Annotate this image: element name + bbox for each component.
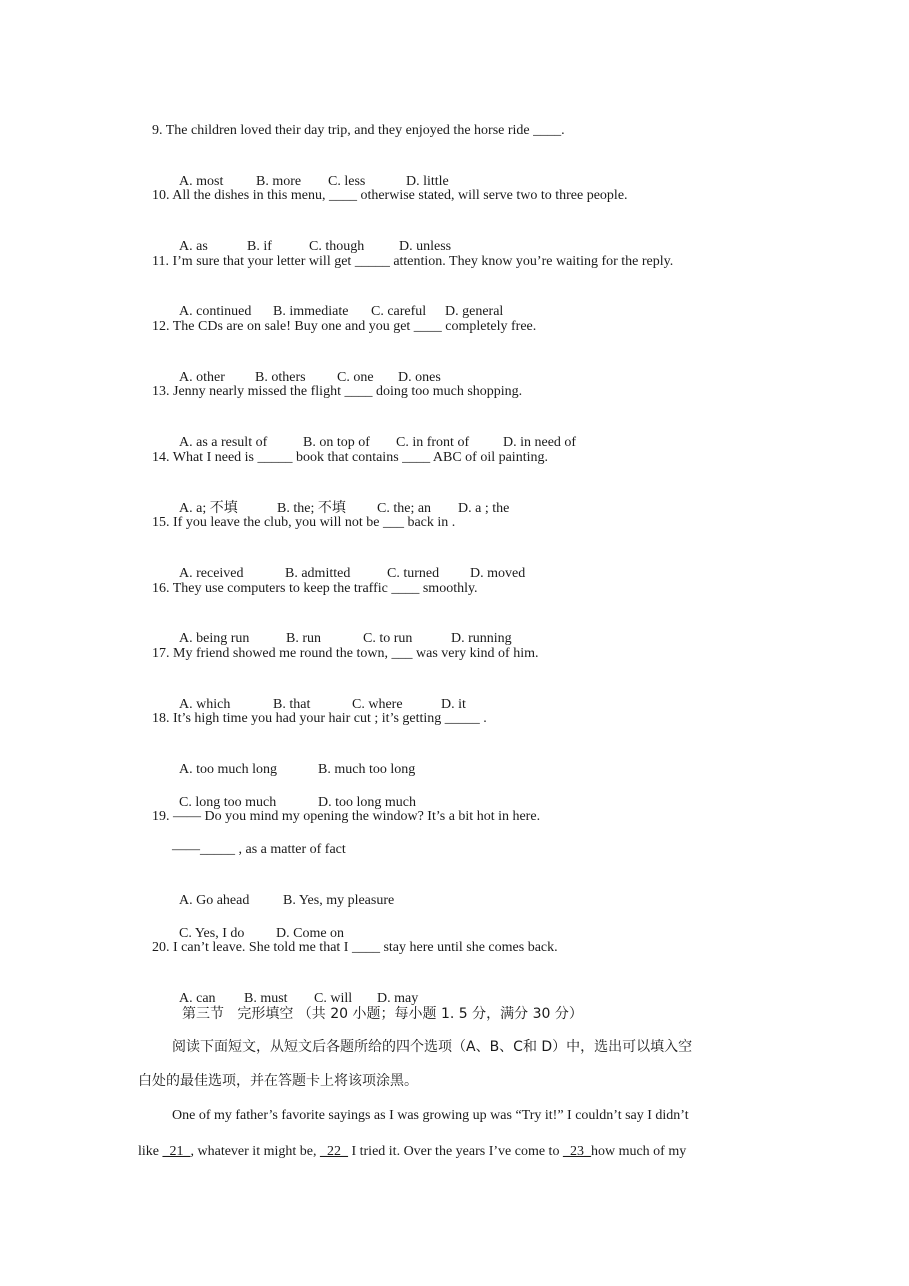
option-d[interactable]: D. moved (470, 566, 526, 581)
option-d[interactable]: D. may (377, 991, 419, 1006)
option-d[interactable]: D. unless (399, 239, 452, 254)
option-b[interactable]: B. on top of (303, 435, 370, 450)
question-13-stem: 13. Jenny nearly missed the flight ____ doing too much shopping. (152, 384, 523, 399)
option-a[interactable]: A. too much long (179, 762, 277, 777)
option-b[interactable]: B. that (273, 697, 311, 712)
option-d[interactable]: D. too long much (318, 795, 416, 810)
passage-text: I tried it. Over the years I’ve come to (347, 1144, 563, 1159)
option-b[interactable]: B. Yes, my pleasure (283, 893, 395, 908)
question-14-options (172, 482, 509, 518)
option-b[interactable]: B. must (244, 991, 288, 1006)
option-d[interactable]: D. general (445, 304, 504, 319)
question-12-options (172, 351, 441, 387)
section-heading: 第三节 完形填空 （共 20 小题；每小题 1. 5 分，满分 30 分） (182, 1006, 583, 1022)
option-c[interactable]: C. careful (371, 304, 427, 319)
question-20-stem: 20. I can’t leave. She told me that I ____ stay here until she comes back. (152, 940, 558, 955)
passage-text: like (138, 1144, 163, 1159)
option-d[interactable]: D. it (441, 697, 466, 712)
question-16-stem: 16. They use computers to keep the traffic ____ smoothly. (152, 581, 478, 596)
option-b[interactable]: B. more (256, 174, 302, 189)
option-a[interactable]: A. continued (179, 304, 252, 319)
option-c[interactable]: C. the; an (377, 501, 432, 516)
option-a[interactable]: A. which (179, 697, 231, 712)
question-15-stem: 15. If you leave the club, you will not be ___ back in . (152, 515, 456, 530)
question-19-reply: ——_____ , as a matter of fact (172, 842, 346, 857)
option-a[interactable]: A. can (179, 991, 216, 1006)
blank-22: _22_ (319, 1144, 348, 1159)
question-17-options (172, 678, 466, 714)
option-d[interactable]: D. in need of (503, 435, 577, 450)
option-b[interactable]: B. the; 不填 (277, 501, 346, 516)
option-d[interactable]: D. running (451, 631, 512, 646)
option-a[interactable]: A. a; 不填 (179, 501, 238, 516)
question-10-options (172, 220, 451, 256)
option-b[interactable]: B. others (255, 370, 306, 385)
option-c[interactable]: C. one (337, 370, 374, 385)
question-14-stem: 14. What I need is _____ book that contains ____ ABC of oil painting. (152, 450, 548, 465)
question-11-options (172, 285, 503, 321)
option-a[interactable]: A. other (179, 370, 225, 385)
question-13-options (172, 416, 576, 452)
option-d[interactable]: D. Come on (276, 926, 345, 941)
passage-line-2 (138, 1142, 686, 1162)
option-a[interactable]: A. Go ahead (179, 893, 250, 908)
question-19-options-row2 (172, 907, 344, 943)
question-9-stem: 9. The children loved their day trip, and they enjoyed the horse ride ____. (152, 123, 565, 138)
option-d[interactable]: D. ones (398, 370, 441, 385)
option-a[interactable]: A. as a result of (179, 435, 268, 450)
question-18-stem: 18. It’s high time you had your hair cut ; it’s getting _____ . (152, 711, 487, 726)
option-c[interactable]: C. though (309, 239, 365, 254)
option-c[interactable]: C. long too much (179, 795, 277, 810)
option-b[interactable]: B. immediate (273, 304, 349, 319)
option-c[interactable]: C. where (352, 697, 403, 712)
question-16-options (172, 612, 512, 648)
section-instruction-line1: 阅读下面短文，从短文后各题所给的四个选项（A、B、C和 D）中，选出可以填入空 (172, 1039, 693, 1055)
option-c[interactable]: C. to run (363, 631, 413, 646)
question-10-stem: 10. All the dishes in this menu, ____ otherwise stated, will serve two to three people. (152, 188, 628, 203)
option-b[interactable]: B. if (247, 239, 272, 254)
passage-text: how much of my (590, 1144, 687, 1159)
option-b[interactable]: B. run (286, 631, 321, 646)
option-d[interactable]: D. a ; the (458, 501, 510, 516)
question-19-options-row1 (172, 874, 394, 910)
section-instruction-line2: 白处的最佳选项，并在答题卡上将该项涂黑。 (138, 1073, 418, 1089)
question-18-options-row1 (172, 743, 415, 779)
option-c[interactable]: C. in front of (396, 435, 470, 450)
question-12-stem: 12. The CDs are on sale! Buy one and you get ____ completely free. (152, 319, 537, 334)
option-a[interactable]: A. being run (179, 631, 250, 646)
question-17-stem: 17. My friend showed me round the town, ___ was very kind of him. (152, 646, 539, 661)
question-18-options-row2 (172, 776, 416, 812)
question-9-options (172, 155, 449, 191)
blank-23: _23_ (562, 1144, 591, 1159)
option-a[interactable]: A. most (179, 174, 224, 189)
passage-line-1: One of my father’s favorite sayings as I was growing up was “Try it!” I couldn’t say I didn’t (172, 1108, 689, 1123)
option-a[interactable]: A. received (179, 566, 244, 581)
option-d[interactable]: D. little (406, 174, 449, 189)
question-20-options (172, 972, 418, 1008)
option-c[interactable]: C. will (314, 991, 353, 1006)
option-b[interactable]: B. admitted (285, 566, 351, 581)
option-c[interactable]: C. Yes, I do (179, 926, 245, 941)
option-a[interactable]: A. as (179, 239, 208, 254)
option-c[interactable]: C. turned (387, 566, 440, 581)
question-15-options (172, 547, 525, 583)
passage-text: , whatever it might be, (190, 1144, 320, 1159)
question-19-stem: 19. —— Do you mind my opening the window? It’s a bit hot in here. (152, 809, 541, 824)
question-11-stem: 11. I’m sure that your letter will get _____ attention. They know you’re waiting for the reply. (152, 254, 674, 269)
option-b[interactable]: B. much too long (318, 762, 416, 777)
blank-21: _21_ (162, 1144, 191, 1159)
option-c[interactable]: C. less (328, 174, 366, 189)
